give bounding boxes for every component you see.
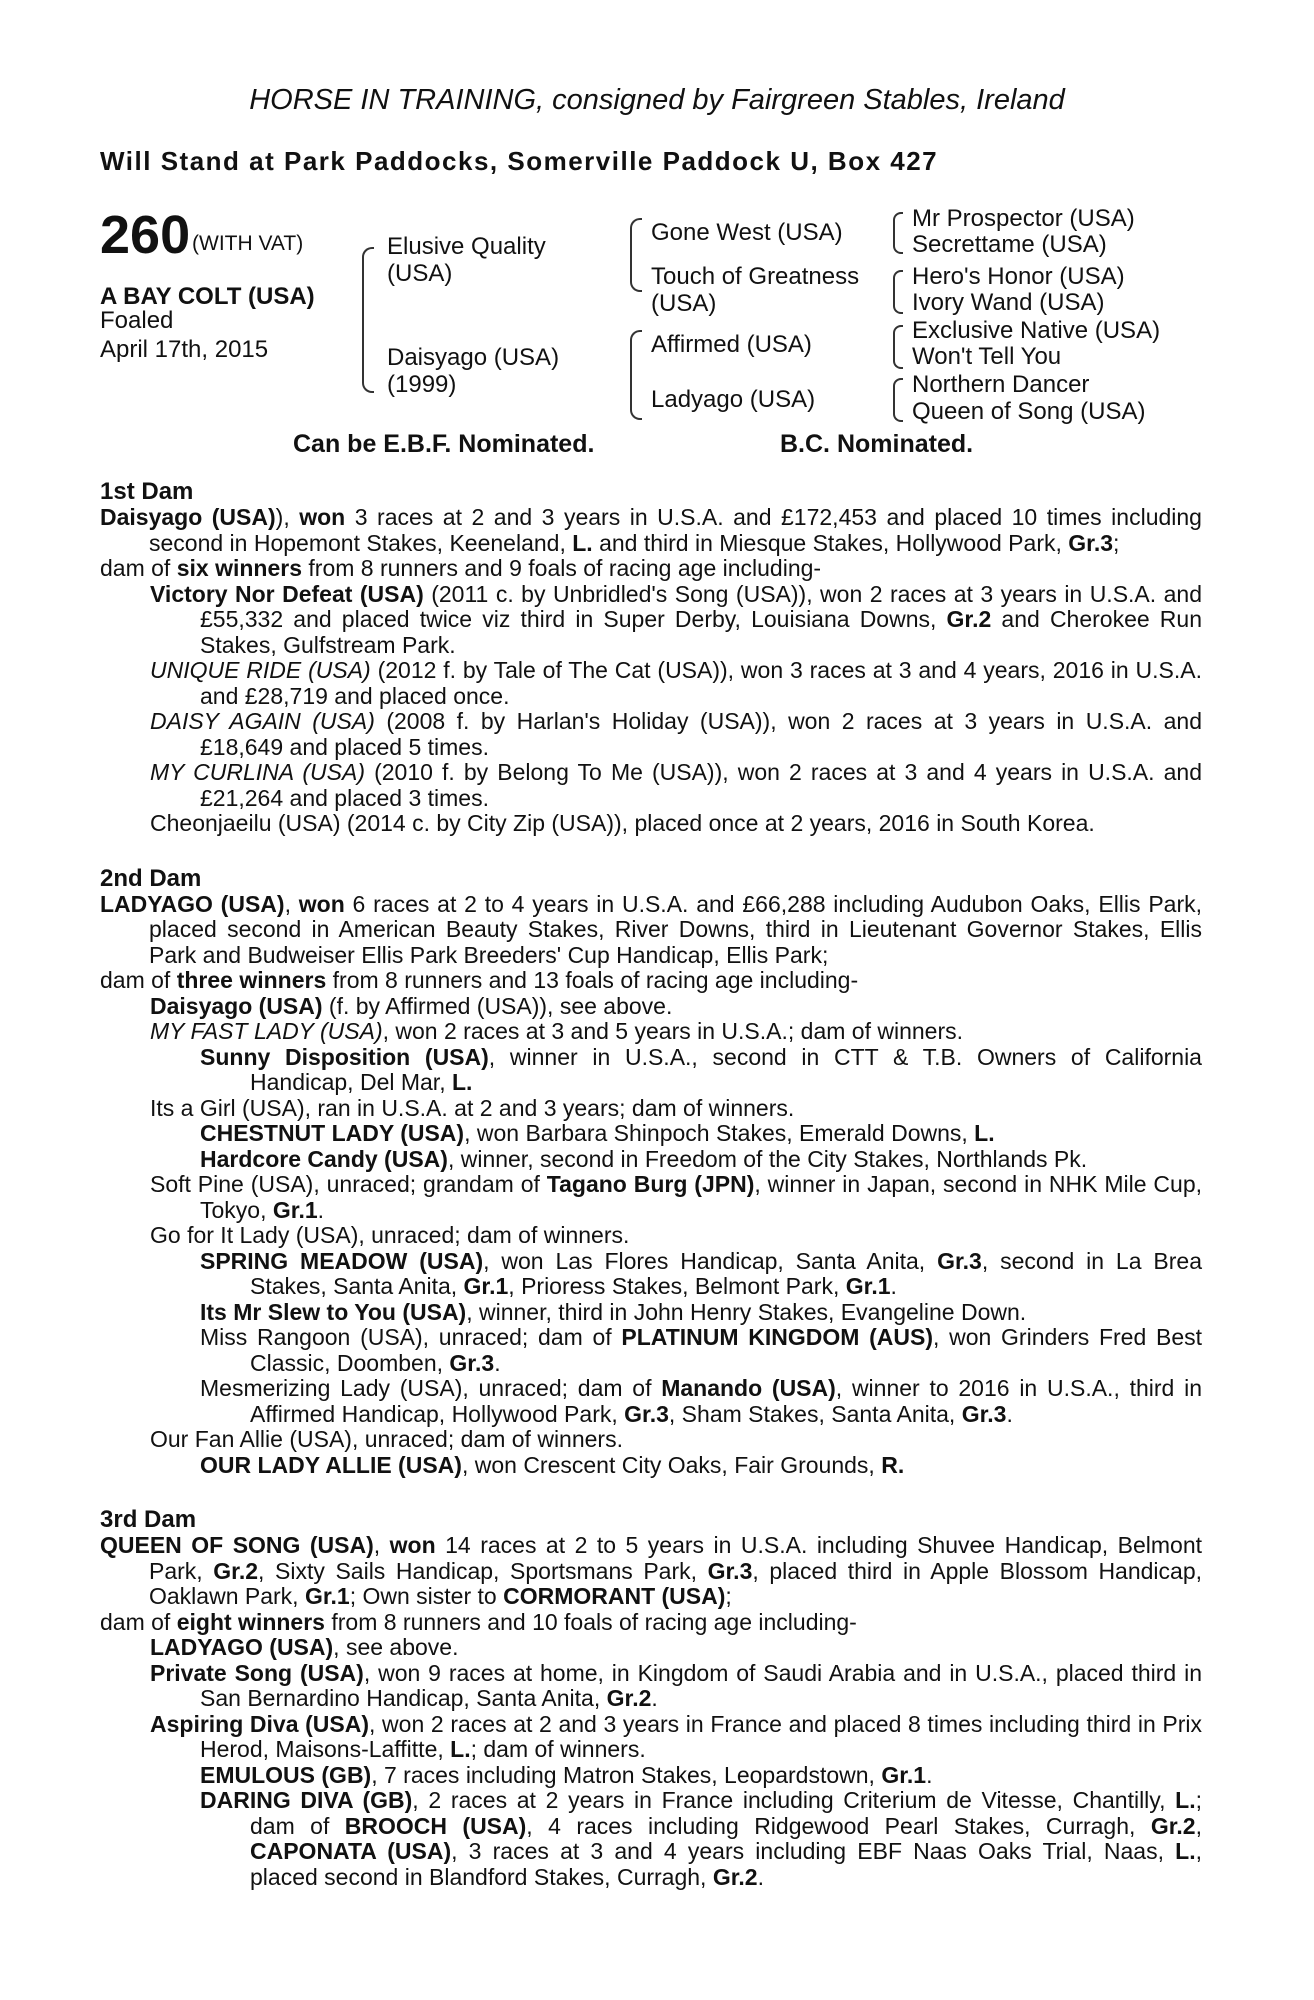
- bold-text: Gr.2: [712, 1863, 758, 1890]
- text-run: (2011 c. by Unbridled's Song (USA)), won 2 races at 3 years in U.S.A. and £55,332 and placed twice viz third in Super Derby, Louisiana Downs,: [200, 580, 1202, 632]
- text-run: , 7 races including Matron Stakes, Leopardstown,: [371, 1761, 882, 1788]
- italic-text: UNIQUE RIDE (USA): [150, 657, 371, 683]
- pedigree-entry: [100, 709, 1202, 760]
- pedigree-entry: [100, 1533, 1202, 1610]
- bold-text: Gr.1: [881, 1761, 927, 1788]
- text-run: Mesmerizing Lady (USA), unraced; dam of: [200, 1375, 662, 1401]
- text-run: ;: [725, 1583, 732, 1609]
- pedigree-entry: [100, 1172, 1202, 1223]
- text-run: , won Crescent City Oaks, Fair Grounds,: [461, 1451, 882, 1478]
- pedigree-entry: [100, 811, 1202, 837]
- text-run: from 8 runners and 13 foals of racing age including-: [326, 967, 859, 993]
- bold-text: OUR LADY ALLIE (USA): [200, 1451, 462, 1478]
- text-run: 6 races at 2 to 4 years in U.S.A. and £66,288 including Audubon Oaks, Ellis Park, placed second in American Beauty Stakes, River Downs, third in Lieutenant Governor Stakes, Ellis Park and Budweiser Ellis Park Breeders' Cup Handicap, Ellis Park;: [149, 890, 1202, 968]
- pedigree-entry: [100, 1427, 1202, 1453]
- pedigree-entry: [100, 1300, 1202, 1326]
- text-run: .: [757, 1863, 764, 1890]
- bold-text: SPRING MEADOW (USA): [200, 1247, 484, 1274]
- bold-text: LADYAGO (USA): [150, 1634, 334, 1660]
- sire-sire-dam: Secrettame (USA): [912, 231, 1107, 258]
- dam-sire-dam: Won't Tell You: [912, 343, 1062, 370]
- sire-dam: Touch of Greatness (USA): [651, 263, 860, 317]
- bold-text: Gr.1: [463, 1273, 509, 1299]
- bold-text: L.: [450, 1736, 471, 1762]
- bold-text: three winners: [176, 967, 327, 993]
- bold-text: Gr.3: [624, 1400, 669, 1427]
- bold-text: Gr.2: [946, 606, 992, 632]
- text-run: 3 races at 2 and 3 years in U.S.A. and £172,453 and placed 10 times including second in Hopemont Stakes, Keeneland,: [149, 504, 1202, 556]
- foaled-label: Foaled: [100, 307, 174, 334]
- pedigree-entry: [100, 582, 1202, 659]
- pedigree-brace: [893, 325, 903, 369]
- pedigree-entry: [100, 892, 1202, 969]
- text-run: Its a Girl (USA), ran in U.S.A. at 2 and 3 years; dam of winners.: [150, 1094, 795, 1121]
- bold-text: CORMORANT (USA): [503, 1583, 726, 1609]
- pedigree-brace: [893, 378, 903, 422]
- bold-text: Its Mr Slew to You (USA): [200, 1298, 467, 1325]
- text-run: , placed third in Apple Blossom Handicap, Oaklawn Park,: [149, 1557, 1203, 1609]
- bold-text: six winners: [176, 555, 302, 581]
- bold-text: won: [298, 890, 345, 917]
- pedigree-entry: [100, 1763, 1202, 1789]
- sire: Elusive Quality (USA): [387, 233, 546, 287]
- bold-text: Gr.2: [606, 1685, 652, 1711]
- sire-dam-sire: Hero's Honor (USA): [912, 263, 1125, 290]
- pedigree-entry: [100, 1376, 1202, 1427]
- bold-text: QUEEN OF SONG (USA): [100, 1532, 374, 1558]
- pedigree-entry: [100, 1325, 1202, 1376]
- text-run: , won Barbara Shinpoch Stakes, Emerald Downs,: [464, 1120, 975, 1146]
- text-run: and Cherokee Run Stakes, Gulfstream Park.: [200, 606, 1203, 658]
- text-run: (2008 f. by Harlan's Holiday (USA)), won 2 races at 3 years in U.S.A. and £18,649 and placed 5 times.: [200, 708, 1202, 760]
- text-run: Cheonjaeilu (USA) (2014 c. by City Zip (USA)), placed once at 2 years, 2016 in South Korea.: [150, 810, 1095, 836]
- text-run: , won 2 races at 2 and 3 years in France and placed 8 times including third in Prix Herod, Maisons-Laffitte,: [200, 1710, 1202, 1762]
- bold-text: Daisyago (USA): [150, 992, 323, 1019]
- bold-text: won: [389, 1532, 436, 1558]
- text-run: from 8 runners and 9 foals of racing age including-: [302, 555, 822, 581]
- text-run: , 2 races at 2 years in France including Criterium de Vitesse, Chantilly,: [412, 1787, 1176, 1813]
- bold-text: CAPONATA (USA): [250, 1838, 452, 1864]
- bold-text: Gr.3: [707, 1557, 753, 1584]
- text-run: dam of: [100, 1608, 177, 1635]
- text-run: , winner to 2016 in U.S.A., third in Affirmed Handicap, Hollywood Park,: [250, 1375, 1202, 1427]
- text-run: Soft Pine (USA), unraced; grandam of: [150, 1171, 547, 1197]
- bold-text: Private Song (USA): [150, 1659, 364, 1686]
- bold-text: L.: [1175, 1787, 1196, 1813]
- text-run: , winner, third in John Henry Stakes, Evangeline Down.: [466, 1298, 1027, 1325]
- pedigree-entry: [100, 1610, 1202, 1636]
- foaled-date: [100, 306, 320, 364]
- dam-sire: Affirmed (USA): [651, 331, 812, 358]
- text-run: 14 races at 2 to 5 years in U.S.A. including Shuvee Handicap, Belmont Park,: [149, 1532, 1202, 1584]
- text-run: .: [317, 1196, 325, 1223]
- pedigree-entry: [100, 760, 1202, 811]
- bold-text: EMULOUS (GB): [200, 1761, 372, 1788]
- bold-text: Sunny Disposition (USA): [200, 1043, 489, 1070]
- dam-dam-sire: Northern Dancer: [912, 371, 1090, 398]
- text-run: .: [1006, 1400, 1013, 1427]
- text-run: , second in La Brea Stakes, Santa Anita,: [250, 1247, 1202, 1299]
- bold-text: Aspiring Diva (USA): [150, 1710, 370, 1737]
- pedigree-brace: [362, 247, 374, 393]
- text-run: , won Las Flores Handicap, Santa Anita,: [483, 1247, 938, 1274]
- text-run: , Prioress Stakes, Belmont Park,: [508, 1273, 846, 1299]
- text-run: , Sham Stakes, Santa Anita,: [668, 1400, 962, 1427]
- text-run: ,: [1195, 1812, 1202, 1839]
- text-run: (2010 f. by Belong To Me (USA)), won 2 races at 3 and 4 years in U.S.A. and £21,264 and placed 3 times.: [200, 759, 1202, 811]
- horse-description: A BAY COLT (USA): [100, 283, 315, 310]
- lot-number: 260: [100, 205, 191, 265]
- section-gap: [100, 1478, 1202, 1506]
- pedigree-entry: [100, 1121, 1202, 1147]
- bold-text: Manando (USA): [661, 1375, 836, 1401]
- pedigree-entry: [100, 1661, 1202, 1712]
- text-run: (2012 f. by Tale of The Cat (USA)), won 3 races at 3 and 4 years, 2016 in U.S.A. and £28,719 and placed once.: [200, 657, 1202, 709]
- pedigree-entry: [100, 1635, 1202, 1661]
- text-run: ;: [1113, 529, 1120, 556]
- bold-text: L.: [451, 1069, 473, 1095]
- text-run: ,: [373, 1532, 390, 1558]
- bold-text: Tagano Burg (JPN): [546, 1171, 755, 1197]
- text-run: , winner, second in Freedom of the City Stakes, Northlands Pk.: [447, 1145, 1088, 1172]
- pedigree-entry: [100, 1096, 1202, 1122]
- text-run: , won 2 races at 3 and 5 years in U.S.A.; dam of winners.: [382, 1018, 963, 1044]
- bc-nomination: B.C. Nominated.: [780, 430, 974, 458]
- pedigree-entry: [100, 1223, 1202, 1249]
- text-run: .: [494, 1349, 501, 1376]
- sire-sire-sire: Mr Prospector (USA): [912, 205, 1135, 232]
- foaled-date-value: April 17th, 2015: [100, 336, 269, 363]
- pedigree-entry: [100, 556, 1202, 582]
- bold-text: Daisyago (USA): [100, 504, 276, 530]
- section-heading: 3rd Dam: [100, 1506, 197, 1533]
- consignor-line: HORSE IN TRAINING, consigned by Fairgreen Stables, Ireland: [249, 84, 1065, 116]
- italic-text: MY CURLINA (USA): [150, 759, 365, 785]
- pedigree-entry: [100, 1712, 1202, 1763]
- text-run: ; dam of winners.: [470, 1736, 646, 1762]
- pedigree-entry: [100, 968, 1202, 994]
- bold-text: Gr.2: [1150, 1812, 1196, 1839]
- bold-text: Gr.3: [961, 1400, 1007, 1427]
- sire-sire: Gone West (USA): [651, 219, 843, 246]
- text-run: Miss Rangoon (USA), unraced; dam of: [200, 1324, 622, 1350]
- bold-text: BROOCH (USA): [344, 1812, 527, 1839]
- pedigree-entry: [100, 1019, 1202, 1045]
- bold-text: R.: [881, 1451, 905, 1478]
- bold-text: Hardcore Candy (USA): [200, 1145, 448, 1172]
- stand-location: Will Stand at Park Paddocks, Somerville Paddock U, Box 427: [100, 146, 939, 176]
- ebf-nomination: Can be E.B.F. Nominated.: [293, 430, 595, 458]
- text-run: , winner in U.S.A., second in CTT & T.B. Owners of California Handicap, Del Mar,: [250, 1043, 1202, 1095]
- text-run: Our Fan Allie (USA), unraced; dam of winners.: [150, 1426, 623, 1452]
- pedigree-entry: [100, 1788, 1202, 1890]
- bold-text: CHESTNUT LADY (USA): [200, 1120, 465, 1146]
- bold-text: L.: [974, 1120, 995, 1146]
- pedigree-brace: [630, 218, 642, 292]
- text-run: ; dam of: [250, 1787, 1202, 1839]
- pedigree-entry: [100, 505, 1202, 556]
- dam-sire-sire: Exclusive Native (USA): [912, 317, 1161, 344]
- text-run: , 3 races at 3 and 4 years including EBF Naas Oaks Trial, Naas,: [451, 1838, 1176, 1864]
- text-run: ; Own sister to: [349, 1583, 504, 1609]
- bold-text: Gr.1: [304, 1583, 350, 1609]
- text-run: from 8 runners and 10 foals of racing age including-: [324, 1608, 857, 1635]
- bold-text: Victory Nor Defeat (USA): [150, 580, 424, 607]
- text-run: , won 9 races at home, in Kingdom of Saudi Arabia and in U.S.A., placed third in San Bernardino Handicap, Santa Anita,: [200, 1659, 1202, 1711]
- text-run: and third in Miesque Stakes, Hollywood Park,: [592, 529, 1069, 556]
- bold-text: eight winners: [176, 1608, 325, 1635]
- bold-text: Gr.1: [845, 1273, 891, 1299]
- section-gap: [100, 837, 1202, 865]
- text-run: dam of: [100, 967, 177, 993]
- dam-dam: Ladyago (USA): [651, 386, 816, 413]
- sire-dam-dam: Ivory Wand (USA): [912, 289, 1105, 316]
- text-run: dam of: [100, 555, 177, 581]
- pedigree-brace: [893, 212, 903, 254]
- bold-text: DARING DIVA (GB): [200, 1787, 413, 1813]
- section-heading: 2nd Dam: [100, 864, 202, 892]
- pedigree-entry: [100, 1453, 1202, 1479]
- bold-text: LADYAGO (USA): [100, 890, 285, 917]
- text-run: , winner in Japan, second in NHK Mile Cup, Tokyo,: [200, 1171, 1203, 1223]
- pedigree-entry: [100, 1045, 1202, 1096]
- bold-text: PLATINUM KINGDOM (AUS): [621, 1324, 934, 1350]
- text-run: , 4 races including Ridgewood Pearl Stakes, Curragh,: [526, 1812, 1151, 1839]
- bold-text: Gr.2: [213, 1557, 259, 1584]
- text-run: , see above.: [333, 1634, 459, 1660]
- bold-text: Gr.3: [1068, 529, 1114, 556]
- text-run: , Sixty Sails Handicap, Sportsmans Park,: [258, 1557, 708, 1584]
- pedigree-brace: [630, 330, 642, 420]
- bold-text: Gr.3: [937, 1247, 982, 1274]
- text-run: .: [890, 1273, 897, 1299]
- text-run: ),: [275, 504, 300, 530]
- text-run: .: [651, 1685, 658, 1711]
- text-run: (f. by Affirmed (USA)), see above.: [322, 992, 673, 1019]
- pedigree-entry: [100, 994, 1202, 1020]
- bold-text: Gr.1: [272, 1196, 318, 1223]
- catalogue-entry-text: [100, 478, 1202, 1890]
- text-run: , placed second in Blandford Stakes, Curragh,: [250, 1838, 1202, 1890]
- pedigree-entry: [100, 1249, 1202, 1300]
- bold-text: L.: [572, 529, 593, 556]
- text-run: .: [926, 1761, 933, 1788]
- dam-dam-dam: Queen of Song (USA): [912, 398, 1146, 425]
- pedigree-entry: [100, 658, 1202, 709]
- italic-text: DAISY AGAIN (USA): [150, 708, 375, 734]
- vat-note: (WITH VAT): [192, 232, 304, 255]
- pedigree-brace: [893, 270, 903, 314]
- bold-text: won: [299, 504, 346, 530]
- dam: Daisyago (USA) (1999): [387, 344, 560, 398]
- bold-text: L.: [1175, 1838, 1196, 1864]
- section-heading: 1st Dam: [100, 478, 194, 505]
- pedigree-entry: [100, 1147, 1202, 1173]
- bold-text: Gr.3: [449, 1349, 495, 1376]
- italic-text: MY FAST LADY (USA): [150, 1018, 383, 1044]
- text-run: Go for It Lady (USA), unraced; dam of winners.: [150, 1222, 630, 1248]
- text-run: , won Grinders Fred Best Classic, Doomben,: [250, 1324, 1202, 1376]
- text-run: ,: [284, 890, 299, 917]
